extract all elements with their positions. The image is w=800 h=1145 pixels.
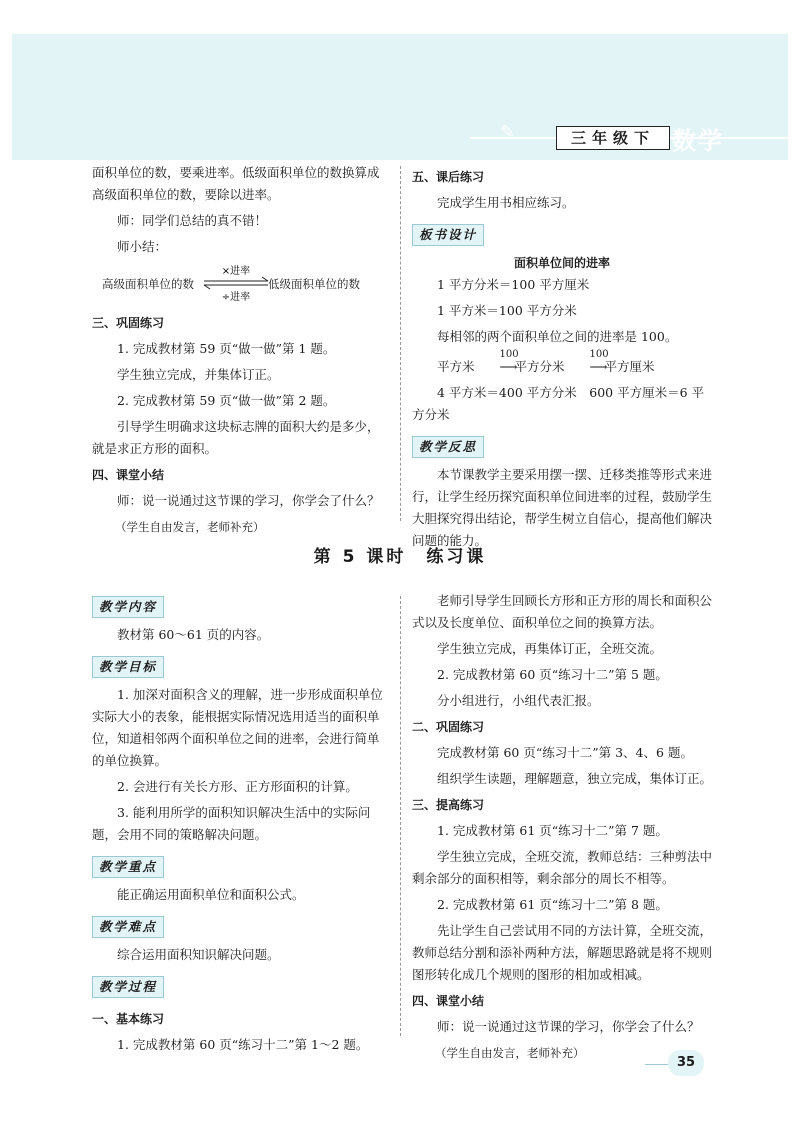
bottom-right-column bbox=[412, 590, 712, 1068]
board-title: 面积单位间的进率 bbox=[513, 256, 610, 270]
paragraph: 分小组进行，小组代表汇报。 bbox=[437, 693, 600, 708]
column-divider bbox=[400, 166, 402, 521]
unit-label: 平方厘米 bbox=[604, 359, 655, 374]
header-decoration-icon: ✎ bbox=[500, 122, 516, 143]
paragraph: 完成教材第 60 页“练习十二”第 3、4、6 题。 bbox=[437, 745, 693, 760]
paragraph: 1 平方米＝100 平方分米 bbox=[437, 303, 577, 318]
paragraph: 师小结： bbox=[117, 239, 168, 254]
double-arrow-icon bbox=[202, 262, 270, 304]
paragraph: 师：同学们总结的真不错！ bbox=[117, 213, 268, 228]
arrow-icon: ⟶ 100 bbox=[565, 356, 605, 378]
paragraph: 能正确运用面积单位和面积公式。 bbox=[117, 887, 305, 902]
paragraph: 学生独立完成，再集体订正，全班交流。 bbox=[437, 641, 663, 656]
paragraph: 1. 完成教材第 61 页“练习十二”第 7 题。 bbox=[437, 823, 668, 838]
paragraph: 2. 完成教材第 61 页“练习十二”第 8 题。 bbox=[437, 897, 668, 912]
process-tag: 教学过程 bbox=[92, 976, 164, 998]
content-tag: 教学内容 bbox=[92, 596, 164, 618]
paragraph: 1. 完成教材第 60 页“练习十二”第 1～2 题。 bbox=[117, 1037, 369, 1052]
paragraph: 4 平方米＝400 平方分米 600 平方厘米＝6 平方分米 bbox=[412, 385, 705, 422]
section-heading: 一、基本练习 bbox=[92, 1012, 165, 1026]
paragraph: 教材第 60～61 页的内容。 bbox=[117, 627, 270, 642]
section-heading: 四、课堂小结 bbox=[412, 994, 485, 1008]
paragraph: 先让学生自己尝试用不同的方法计算，全班交流，教师总结分割和添补两种方法，解题思路就是将不规则图形转化成几个规则的图形的相加或相减。 bbox=[412, 923, 713, 982]
section-heading: 二、巩固练习 bbox=[412, 720, 485, 734]
board-design-tag: 板书设计 bbox=[412, 224, 484, 246]
paragraph: 面积单位的数，要乘进率。低级面积单位的数换算成高级面积单位的数，要除以进率。 bbox=[92, 165, 380, 202]
column-divider bbox=[400, 596, 402, 1036]
unit-chain bbox=[412, 349, 712, 378]
paragraph: 2. 完成教材第 59 页“做一做”第 2 题。 bbox=[117, 393, 336, 408]
paragraph: 引导学生明确求这块标志牌的面积大约是多少，就是求正方形的面积。 bbox=[92, 419, 380, 456]
rate-label: 100 bbox=[499, 349, 519, 360]
paragraph: 师：说一说通过这节课的学习，你学会了什么？ bbox=[437, 1019, 700, 1034]
conv-bottom-label: ÷进率 bbox=[221, 292, 251, 303]
lesson-title: 第 5 课时 练习课 bbox=[313, 547, 487, 567]
arrow-icon: ⟶ 100 bbox=[475, 356, 515, 378]
paragraph: 组织学生读题，理解题意，独立完成，集体订正。 bbox=[437, 771, 713, 786]
conv-left-label: 高级面积单位的数 bbox=[102, 277, 194, 291]
paragraph: 3. 能利用所学的面积知识解决生活中的实际问题，会用不同的策略解决问题。 bbox=[92, 805, 371, 842]
paragraph: 每相邻的两个面积单位之间的进率是 100。 bbox=[437, 329, 678, 344]
paragraph: 1. 完成教材第 59 页“做一做”第 1 题。 bbox=[117, 341, 336, 356]
rate-label: 100 bbox=[589, 349, 609, 360]
paragraph: 学生独立完成，全班交流，教师总结：三种剪法中剩余部分的面积相等，剩余部分的周长不相等。 bbox=[412, 849, 713, 886]
objectives-tag: 教学目标 bbox=[92, 656, 164, 678]
paragraph: 综合运用面积知识解决问题。 bbox=[117, 947, 280, 962]
paragraph: 2. 会进行有关长方形、正方形面积的计算。 bbox=[117, 779, 358, 794]
bottom-left-column bbox=[92, 590, 388, 1060]
subject-label: 数学 bbox=[672, 127, 724, 155]
paragraph: 老师引导学生回顾长方形和正方形的周长和面积公式以及长度单位、面积单位之间的换算方法。 bbox=[412, 593, 713, 630]
conv-right-label: 低级面积单位的数 bbox=[268, 277, 360, 291]
top-left-column bbox=[92, 162, 388, 542]
reflection-tag: 教学反思 bbox=[412, 436, 484, 458]
conv-top-label: ×进率 bbox=[221, 266, 251, 277]
unit-label: 平方分米 bbox=[514, 359, 565, 374]
paragraph: 本节课教学主要采用摆一摆、迁移类推等形式来进行，让学生经历探究面积单位间进率的过程，鼓励学生大胆探究得出结论，帮学生树立自信心，提高他们解决问题的能力。 bbox=[412, 467, 713, 548]
paragraph: 1 平方分米＝100 平方厘米 bbox=[437, 277, 590, 292]
unit-label: 平方米 bbox=[437, 359, 475, 374]
key-points-tag: 教学重点 bbox=[92, 856, 164, 878]
difficulties-tag: 教学难点 bbox=[92, 916, 164, 938]
section-heading: 四、课堂小结 bbox=[92, 468, 165, 482]
note: （学生自由发言，老师补充） bbox=[435, 1046, 585, 1060]
paragraph: 师：说一说通过这节课的学习，你学会了什么？ bbox=[117, 493, 380, 508]
section-heading: 三、巩固练习 bbox=[92, 316, 165, 330]
section-heading: 五、课后练习 bbox=[412, 170, 485, 184]
grade-label: 三年级下 bbox=[556, 126, 670, 150]
top-right-column bbox=[412, 162, 712, 556]
paragraph: 完成学生用书相应练习。 bbox=[437, 195, 575, 210]
section-heading: 三、提高练习 bbox=[412, 798, 485, 812]
note: （学生自由发言，老师补充） bbox=[115, 520, 265, 534]
conversion-diagram bbox=[92, 262, 388, 304]
paragraph: 2. 完成教材第 60 页“练习十二”第 5 题。 bbox=[437, 667, 668, 682]
paragraph: 1. 加深对面积含义的理解，进一步形成面积单位实际大小的表象，能根据实际情况选用适当的面积单位，知道相邻两个面积单位之间的进率，会进行简单的单位换算。 bbox=[92, 687, 383, 768]
paragraph: 学生独立完成，并集体订正。 bbox=[117, 367, 280, 382]
page-number: 35 bbox=[668, 1050, 704, 1076]
